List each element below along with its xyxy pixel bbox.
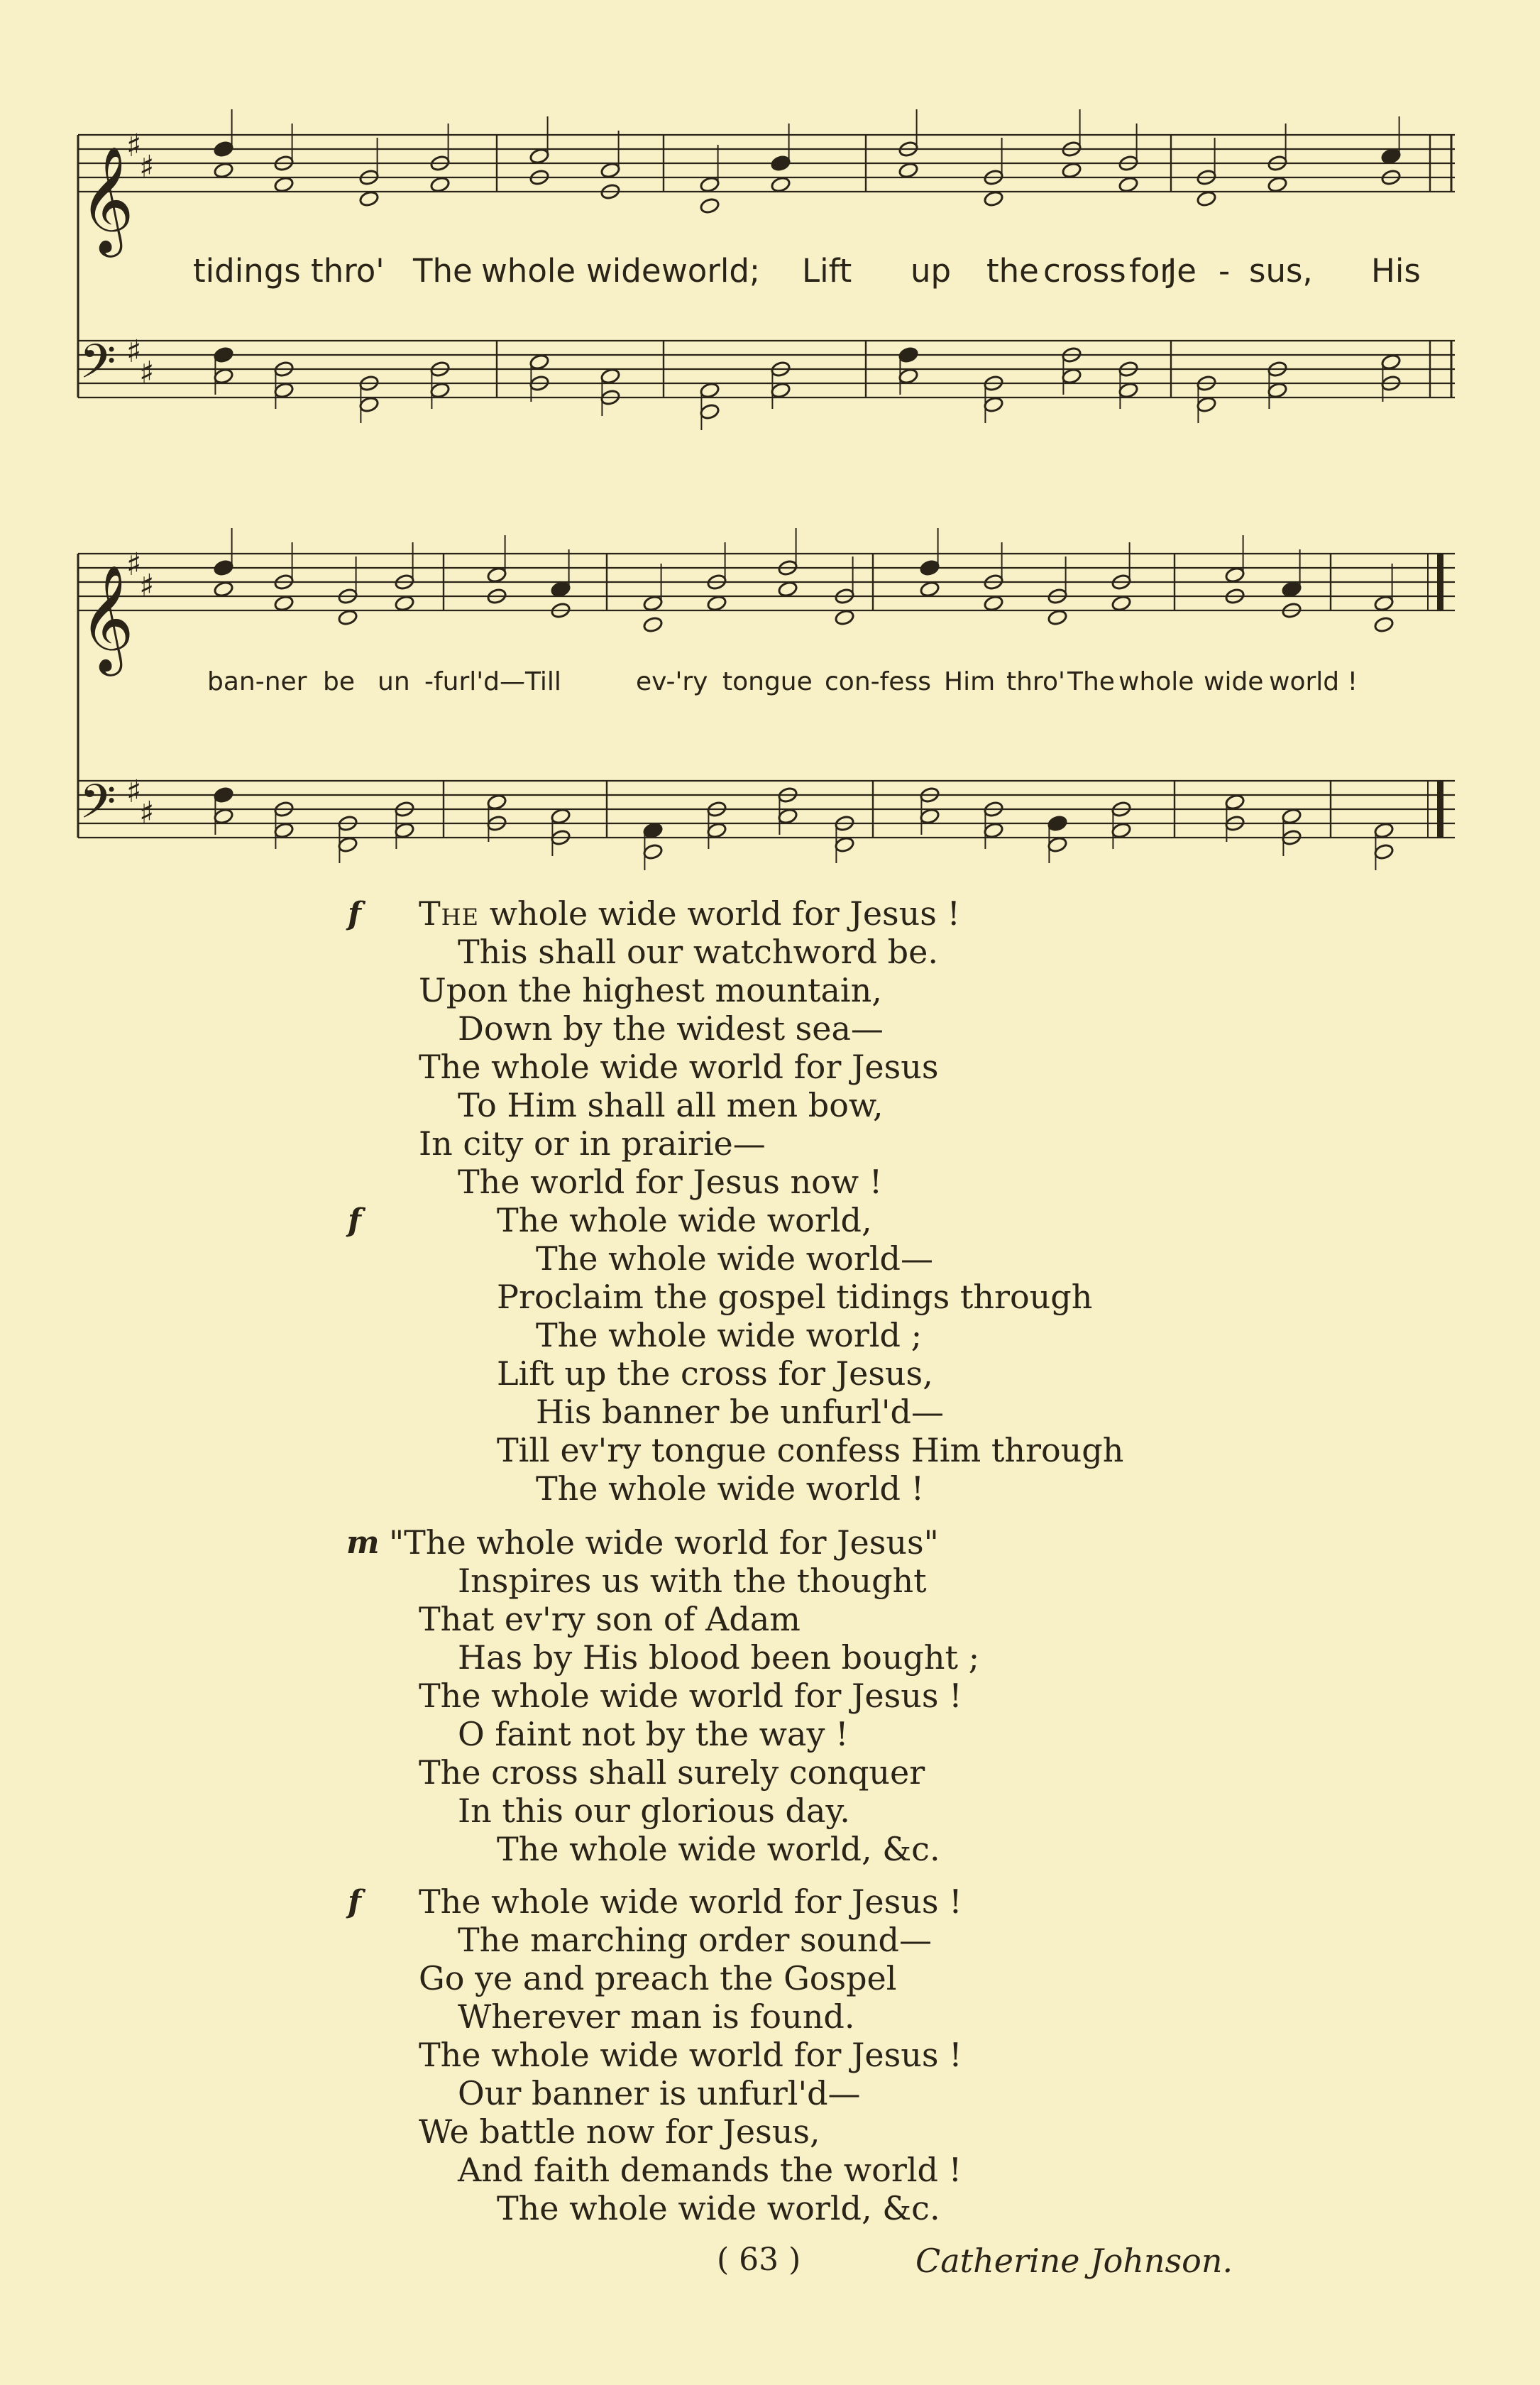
lyric-syllable: whole: [1118, 667, 1194, 696]
verse-line: To Him shall all men bow,: [458, 1086, 884, 1124]
note-head: [642, 595, 663, 612]
lyric-syllable: -: [1219, 252, 1231, 290]
verse-line: Down by the widest sea—: [458, 1009, 884, 1048]
lyric-syllable: ban-ner: [207, 667, 307, 696]
lyric-syllable: wide: [1204, 667, 1264, 696]
note-head: [770, 176, 791, 193]
note-head: [699, 176, 720, 193]
verse-line: "The whole wide world for Jesus": [389, 1523, 939, 1562]
dynamic-marking: f: [348, 1202, 361, 1239]
note-head: [1380, 148, 1401, 165]
note-head: [213, 162, 233, 179]
note-head: [1281, 808, 1302, 825]
lyric-syllable: up: [911, 252, 952, 290]
dynamic-marking: f: [348, 896, 361, 932]
lyric-syllable: -furl'd—Till: [424, 667, 561, 696]
lyrics-line-1: [71, 252, 1455, 295]
lyric-syllable: Je: [1167, 252, 1197, 290]
note-head: [550, 581, 571, 598]
note-head: [213, 786, 233, 804]
lyric-syllable: be: [323, 667, 355, 696]
note-head: [983, 822, 1003, 839]
lyric-syllable: the: [986, 252, 1039, 290]
lyric-syllable: ev-'ry: [636, 667, 708, 696]
note-head: [898, 346, 918, 363]
verse-line: Upon the highest mountain,: [419, 971, 882, 1009]
note-head: [337, 609, 358, 626]
sharp-icon: ♯: [139, 355, 155, 391]
note-head: [1111, 595, 1131, 612]
verse-line: In this our glorious day.: [458, 1792, 850, 1830]
note-head: [213, 346, 233, 363]
note-head: [834, 836, 854, 853]
note-head: [777, 808, 798, 825]
note-head: [777, 581, 798, 598]
lyric-syllable: cross: [1043, 252, 1126, 290]
note-head: [273, 822, 294, 839]
note-head: [1196, 396, 1216, 413]
sharp-icon: ♯: [139, 149, 155, 185]
note-head: [273, 176, 294, 193]
note-head: [358, 190, 379, 207]
note-head: [642, 616, 663, 633]
sharp-icon: ♯: [126, 774, 142, 810]
note-head: [529, 353, 549, 371]
verse-line: That ev'ry son of Adam: [419, 1600, 801, 1638]
note-head: [699, 382, 720, 399]
note-head: [600, 368, 620, 385]
lyric-syllable: con-fess: [825, 667, 931, 696]
lyric-syllable: The: [413, 252, 473, 290]
note-head: [1224, 566, 1245, 583]
lyric-syllable: tongue: [722, 667, 813, 696]
note-head: [550, 808, 571, 825]
note-head: [706, 595, 727, 612]
lyric-syllable: world;: [661, 252, 761, 290]
note-head: [273, 382, 294, 399]
note-head: [1373, 822, 1394, 839]
note-head: [1380, 353, 1401, 371]
note-head: [699, 403, 720, 420]
note-head: [1061, 162, 1082, 179]
note-head: [898, 162, 918, 179]
verse-line: Go ye and preach the Gospel: [419, 1959, 897, 1997]
verse-line: The whole wide world for Jesus !: [419, 1882, 962, 1921]
verse-line: The whole wide world, &c.: [497, 2189, 940, 2227]
note-head: [213, 368, 233, 385]
lyric-syllable: un: [378, 667, 410, 696]
verse-line: Our banner is unfurl'd—: [458, 2074, 861, 2112]
verse-line: Lift up the cross for Jesus,: [497, 1354, 933, 1393]
note-head: [699, 197, 720, 214]
note-head: [642, 822, 663, 839]
verse-line: In city or in prairie—: [419, 1124, 766, 1163]
bass-clef-icon: 𝄢: [79, 334, 116, 400]
note-head: [1224, 794, 1245, 811]
note-head: [1281, 581, 1302, 598]
dynamic-marking: m: [346, 1525, 380, 1561]
note-head: [600, 162, 620, 179]
verse-line: We battle now for Jesus,: [419, 2112, 820, 2151]
lyric-syllable: thro': [1006, 667, 1065, 696]
note-head: [1118, 382, 1138, 399]
lyrics-line-2: [71, 667, 1455, 703]
note-head: [770, 155, 791, 172]
note-head: [429, 382, 450, 399]
note-head: [1047, 609, 1067, 626]
note-head: [213, 559, 233, 576]
verse-line: The whole wide world,: [497, 1201, 872, 1239]
verse-line: The world for Jesus now !: [458, 1163, 883, 1201]
verse-line: The cross shall surely conquer: [419, 1753, 925, 1792]
lyric-syllable: His: [1371, 252, 1421, 290]
lyric-syllable: world !: [1269, 667, 1358, 696]
verse-line: Proclaim the gospel tidings through: [497, 1278, 1093, 1316]
note-head: [529, 148, 549, 165]
note-head: [213, 141, 233, 158]
note-head: [486, 566, 507, 583]
verse-line: The whole wide world !: [536, 1469, 925, 1508]
treble-clef-icon: 𝄞: [79, 564, 134, 671]
note-head: [1373, 843, 1394, 860]
page-number: ( 63 ): [717, 2242, 801, 2278]
verse-line: The marching order sound—: [458, 1921, 932, 1959]
note-head: [486, 794, 507, 811]
lyric-syllable: wide: [586, 252, 661, 290]
note-head: [1196, 190, 1216, 207]
verse-line: And faith demands the world !: [458, 2151, 962, 2189]
verse-line: His banner be unfurl'd—: [536, 1393, 944, 1431]
note-head: [1061, 368, 1082, 385]
final-barline: [1437, 781, 1443, 838]
note-head: [358, 396, 379, 413]
lyric-syllable: sus,: [1249, 252, 1313, 290]
note-head: [898, 368, 918, 385]
verse-line: Till ev'ry tongue confess Him through: [497, 1431, 1124, 1469]
note-head: [337, 836, 358, 853]
verse-line: The whole wide world—: [536, 1239, 933, 1278]
verse-line: O faint not by the way !: [458, 1715, 849, 1753]
note-head: [1111, 822, 1131, 839]
lyric-syllable: Him: [944, 667, 996, 696]
note-head: [919, 581, 940, 598]
verse-line-text: whole wide world for Jesus !: [489, 894, 960, 933]
lyric-syllable: for: [1129, 252, 1173, 290]
lyric-syllable: whole: [481, 252, 576, 290]
note-head: [394, 822, 414, 839]
verse-line: This shall our watchword be.: [458, 933, 938, 971]
verse-line: Inspires us with the thought: [458, 1562, 927, 1600]
sharp-icon: ♯: [139, 795, 155, 831]
verse-line: The whole wide world ;: [536, 1316, 923, 1354]
verse-line: The whole wide world, &c.: [497, 1830, 940, 1868]
note-head: [213, 581, 233, 598]
note-head: [706, 822, 727, 839]
verse-line: [419, 894, 960, 933]
verse-line: Has by His blood been bought ;: [458, 1638, 980, 1677]
verse-line: Wherever man is found.: [458, 1997, 855, 2036]
dynamic-marking: f: [348, 1884, 361, 1920]
note-head: [642, 843, 663, 860]
sharp-icon: ♯: [139, 568, 155, 604]
lyric-syllable: The: [1067, 667, 1115, 696]
note-head: [1267, 382, 1287, 399]
note-head: [1267, 176, 1287, 193]
note-head: [770, 382, 791, 399]
note-head: [919, 559, 940, 576]
music-system-1: [71, 106, 1455, 454]
final-barline: [1437, 554, 1443, 610]
note-head: [1373, 616, 1394, 633]
note-head: [834, 609, 854, 626]
note-head: [394, 595, 414, 612]
verse-line: The whole wide world for Jesus !: [419, 1677, 962, 1715]
note-head: [1118, 176, 1138, 193]
note-head: [273, 595, 294, 612]
note-head: [1047, 836, 1067, 853]
bass-clef-icon: 𝄢: [79, 774, 116, 840]
note-head: [983, 396, 1003, 413]
lyric-syllable: Lift: [802, 252, 852, 290]
note-head: [213, 808, 233, 825]
verse-lead-word: The: [419, 894, 479, 933]
note-head: [429, 176, 450, 193]
treble-clef-icon: 𝄞: [79, 145, 134, 253]
note-head: [919, 808, 940, 825]
sharp-icon: ♯: [126, 128, 142, 164]
note-head: [1373, 595, 1394, 612]
author-credit: Catherine Johnson.: [915, 2242, 1233, 2280]
music-system-2: [71, 497, 1455, 866]
lyric-syllable: tidings thro': [193, 252, 385, 290]
sharp-icon: ♯: [126, 334, 142, 370]
note-head: [983, 595, 1003, 612]
note-head: [1047, 815, 1067, 832]
verse-line: The whole wide world for Jesus !: [419, 2036, 962, 2074]
sharp-icon: ♯: [126, 547, 142, 583]
note-head: [983, 190, 1003, 207]
verse-line: The whole wide world for Jesus: [419, 1048, 939, 1086]
